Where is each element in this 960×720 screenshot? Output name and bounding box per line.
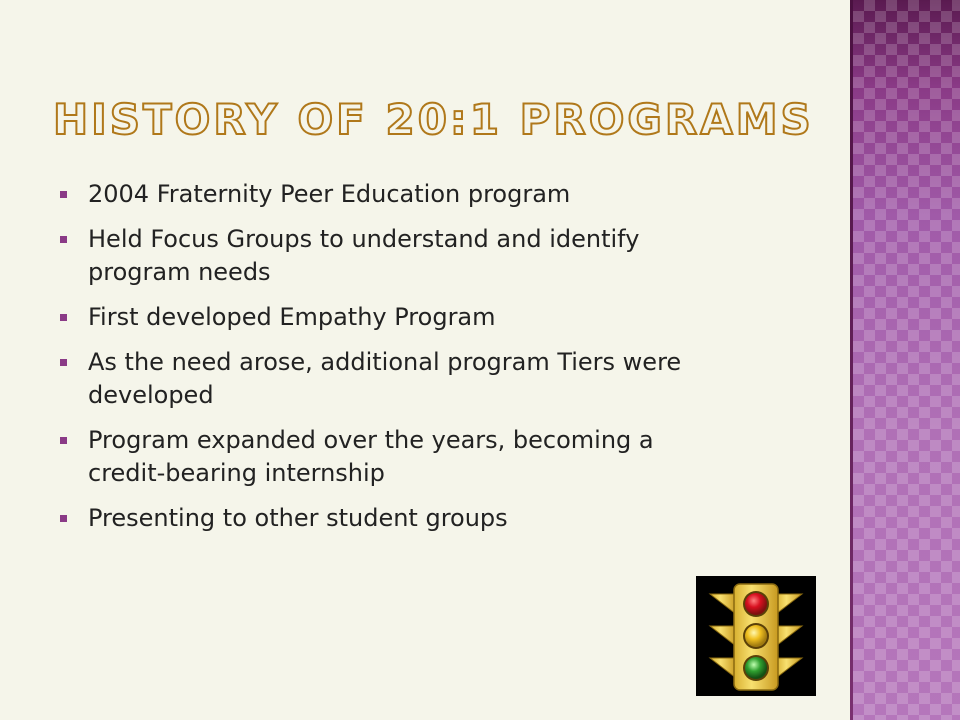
traffic-light-image [696,576,816,696]
bullet-text: Program expanded over the years, becoming a credit-bearing internship [88,426,654,487]
bullet-marker-icon [60,236,67,243]
bullet-item [58,502,698,535]
bullet-text: As the need arose, additional program Tiers were developed [88,348,682,409]
bullet-text: Held Focus Groups to understand and identify program needs [88,225,640,286]
yellow-light-icon [745,625,767,647]
slide-title: HISTORY OF 20:1 PROGRAMS [53,95,814,144]
traffic-light-icon [696,576,816,696]
red-light-icon [745,593,767,615]
bullet-marker-icon [60,437,67,444]
green-light-icon [745,657,767,679]
bullet-item [58,424,698,490]
decorative-side-panel [853,0,960,720]
bullet-marker-icon [60,314,67,321]
bullet-item [58,301,698,334]
bullet-text: First developed Empathy Program [88,303,496,331]
bullet-text: Presenting to other student groups [88,504,508,532]
bullet-marker-icon [60,515,67,522]
bullet-item [58,346,698,412]
bullet-text: 2004 Fraternity Peer Education program [88,180,571,208]
bullet-marker-icon [60,191,67,198]
bullet-marker-icon [60,359,67,366]
bullet-list [58,178,698,547]
bullet-item [58,178,698,211]
bullet-item [58,223,698,289]
